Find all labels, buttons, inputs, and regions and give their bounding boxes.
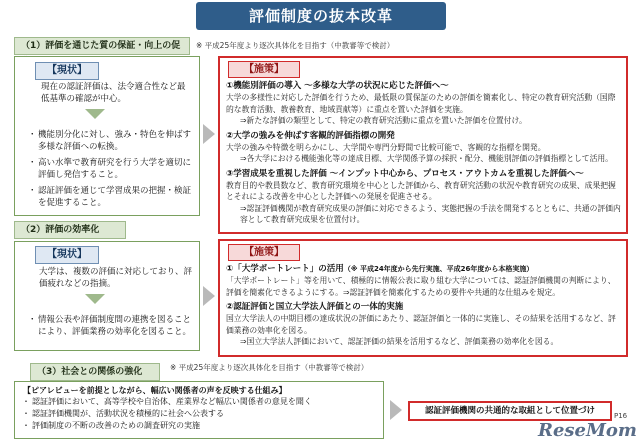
section2-header: （2）評価の効率化 bbox=[14, 221, 126, 239]
section2-measures-label: 【施策】 bbox=[228, 244, 300, 261]
list-item: ・ 機能別分化に対し、強み・特色を伸ばす多様な評価への転換。 bbox=[29, 129, 193, 153]
page-number: P16 bbox=[614, 412, 628, 420]
section2-measure2-title: ②認証評価と国立大学法人評価との一体的実施 bbox=[226, 302, 404, 312]
section2-status-box bbox=[14, 241, 200, 351]
list-item: ・ 情報公表や評価制度間の連携を図ることにより、評価業務の効率化を図ること。 bbox=[29, 314, 195, 338]
section2-down-arrow bbox=[85, 294, 105, 304]
list-item: ・ 認証評価を通じて学習成果の把握・検証を促進すること。 bbox=[29, 185, 193, 209]
section1-measure1-title: ①機能別評価の導入 ～多様な大学の状況に応じた評価へ～ bbox=[226, 81, 449, 91]
section3-result-box: 認証評価機関の共通的な取組として位置づけ bbox=[408, 401, 612, 421]
section2-right-arrow bbox=[203, 286, 215, 306]
section3-right-arrow bbox=[390, 400, 402, 420]
list-item: ・ 高い水準で教育研究を行う大学を適切に評価し発信すること。 bbox=[29, 157, 193, 181]
section1-header: （1）評価を通じた質の保証・向上の促 bbox=[14, 37, 190, 55]
section3-box bbox=[14, 381, 384, 439]
section2-measure1-body: 「大学ポートレート」等を用いて、積極的に情報公表に取り組む大学については、認証評価機関の判断により、評価を簡素化できるようにする。⇒認証評価を簡素化するための要件や共通的な仕組みを規定。 bbox=[226, 276, 616, 297]
section2-status-label: 【現状】 bbox=[35, 246, 99, 264]
section3-box-title: 【ピアレビューを前提としながら、幅広い関係者の声を反映する仕組み】 bbox=[23, 386, 287, 395]
section2-bullets bbox=[29, 314, 195, 342]
section1-measure2-title: ②大学の強みを伸ばす客観的評価指標の開発 bbox=[226, 130, 395, 141]
list-item: ・ 評価制度の不断の改善のための調査研究の実施 bbox=[23, 420, 375, 431]
section2-measure1-title-text: ①「大学ポートレート」の活用 bbox=[226, 264, 344, 274]
section1-measure3-body: 教育目的や教員数など、教育研究環境を中心とした評価から、教育研究活動の状況や教育研究の成果、成果把握とそれによる改善を中心とした評価への発展を促進させる。 bbox=[226, 180, 616, 201]
section1-measure2-body: 大学の強みや特徴を明らかにし、大学間や専門分野間で比較可能で、客観的な指標を開発。 bbox=[226, 142, 546, 152]
section2-measures-box bbox=[218, 239, 628, 357]
list-item: ・ 認証評価機関が、活動状況を積極的に社会へ公表する bbox=[23, 408, 375, 419]
section1-note: ※ 平成25年度より逐次具体化を目指す（中教審等で検討） bbox=[196, 41, 395, 50]
section1-measure1-body: 大学の多様性に対応した評価を行うため、最低限の質保証のための評価を簡素化し、特定の教育研究活動（国際的な教育活動、教養教育、地域貢献等）に重点を置いた評価を実施。 bbox=[226, 93, 616, 114]
section1-status-box bbox=[14, 56, 200, 216]
section1-right-arrow bbox=[203, 124, 215, 144]
section1-measure3-result: ⇒認証評価機関が教育研究成果の評価に対応できるよう、実態把握の手法を開発するとともに、共通の評価内容として教育研究成果を位置付け。 bbox=[240, 203, 621, 224]
section2-measure2-result: ⇒国立大学法人評価において、認証評価の結果を活用するなど、評価業務の効率化を図る。 bbox=[240, 337, 559, 346]
section1-measure1-result: ⇒新たな評価の類型として、特定の教育研究活動に重点を置いた評価を位置付け。 bbox=[240, 116, 527, 125]
section2-measure2-body: 国立大学法人の中期目標の達成状況の評価にあたり、認証評価と一体的に実施し、その結果を活用するなど、評価業務の効率化を図る。 bbox=[226, 314, 616, 335]
section2-measure1-title bbox=[226, 263, 622, 275]
section3-note: ※ 平成25年度より逐次具体化を目指す（中教審等で検討） bbox=[170, 363, 369, 372]
page-title: 評価制度の抜本改革 bbox=[196, 2, 446, 30]
section1-status-label: 【現状】 bbox=[35, 62, 99, 80]
list-item: ・ 認証評価において、高等学校や自治体、産業界など幅広い関係者の意見を聞く bbox=[23, 396, 375, 407]
section1-measures-box bbox=[218, 56, 628, 234]
section3-header: （3）社会との関係の強化 bbox=[30, 363, 160, 381]
section2-status-text: 大学は、複数の評価に対応しており、評価疲れなどの指摘。 bbox=[39, 267, 193, 289]
section1-measures-label: 【施策】 bbox=[228, 61, 300, 78]
section1-measure3-title: ③学習成果を重視した評価 ～インプット中心から、プロセス・アウトカムを重視した評価へ～ bbox=[226, 168, 584, 179]
section3-bullets bbox=[23, 396, 375, 431]
resemom-logo: ReseMom bbox=[538, 420, 637, 441]
section1-status-text: 現在の認証評価は、法令適合性など最低基準の確認が中心。 bbox=[41, 82, 186, 104]
section1-down-arrow bbox=[85, 109, 105, 119]
section1-bullets bbox=[29, 129, 193, 213]
section2-measure1-note: （※ 平成24年度から先行実施、平成26年度から本格実施） bbox=[343, 265, 534, 273]
section1-measure2-result: ⇒各大学における機能強化等の達成目標、大学関係予算の採択・配分、機能別評価の評価指標として活用。 bbox=[240, 154, 613, 163]
